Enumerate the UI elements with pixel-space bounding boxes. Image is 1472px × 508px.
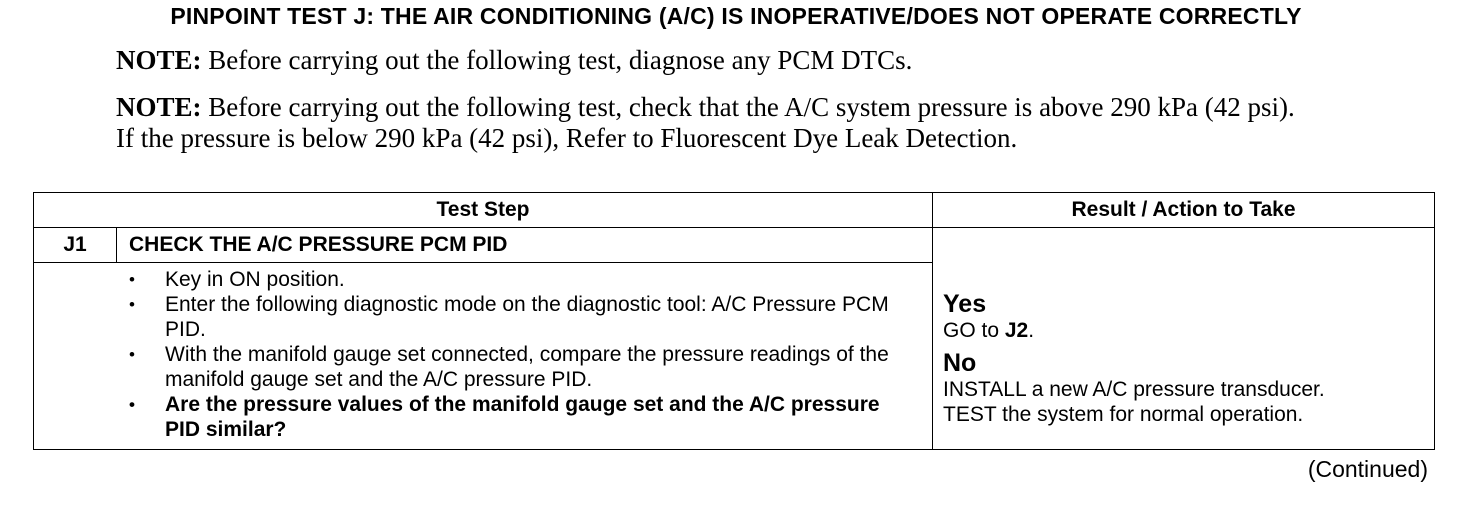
page-title: PINPOINT TEST J: THE AIR CONDITIONING (A/C) IS INOPERATIVE/DOES NOT OPERATE CORRECTLY bbox=[170, 3, 1302, 29]
table-header-row bbox=[34, 193, 1435, 228]
step-title: CHECK THE A/C PRESSURE PCM PID bbox=[117, 228, 933, 263]
note-text: Before carrying out the following test, diagnose any PCM DTCs. bbox=[201, 45, 913, 75]
list-item: • Key in ON position. bbox=[34, 267, 932, 292]
list-item: • Enter the following diagnostic mode on the diagnostic tool: A/C Pressure PCM PID. bbox=[34, 292, 932, 342]
step-id: J1 bbox=[34, 228, 117, 263]
question-item: • Are the pressure values of the manifold gauge set and the A/C pressure PID similar? bbox=[34, 392, 932, 442]
header-test-step: Test Step bbox=[34, 193, 933, 228]
step-link-j2: J2 bbox=[1004, 319, 1029, 342]
note-label: NOTE: bbox=[116, 92, 202, 122]
continued-label: (Continued) bbox=[1307, 456, 1428, 482]
result-no-action bbox=[943, 377, 1434, 427]
list-item: • With the manifold gauge set connected, compare the pressure readings of the manifold gauge set and the A/C pressure PID. bbox=[34, 342, 932, 392]
note-text: Before carrying out the following test, check that the A/C system pressure is above 290 kPa (42 psi). If the pressure is below 290 kPa (42 psi), Refer to Fluorescent Dye Leak Detection. bbox=[116, 92, 1295, 153]
result-yes-label: Yes bbox=[943, 290, 987, 318]
header-result-action: Result / Action to Take bbox=[933, 193, 1435, 228]
step-instructions bbox=[34, 263, 933, 450]
no-action-test: TEST the system for normal operation. bbox=[943, 403, 1304, 426]
pinpoint-test-table bbox=[33, 192, 1435, 450]
no-action-install: INSTALL a new A/C pressure transducer. bbox=[943, 378, 1325, 401]
result-cell bbox=[933, 228, 1435, 450]
note-label: NOTE: bbox=[116, 45, 202, 75]
note-system-pressure bbox=[116, 92, 1316, 154]
result-yes-action: GO to J2. bbox=[943, 319, 1035, 342]
note-pcm-dtcs bbox=[116, 45, 1316, 76]
step-title-row bbox=[34, 228, 1435, 263]
result-no-label: No bbox=[943, 349, 977, 377]
instruction-list bbox=[34, 267, 932, 442]
